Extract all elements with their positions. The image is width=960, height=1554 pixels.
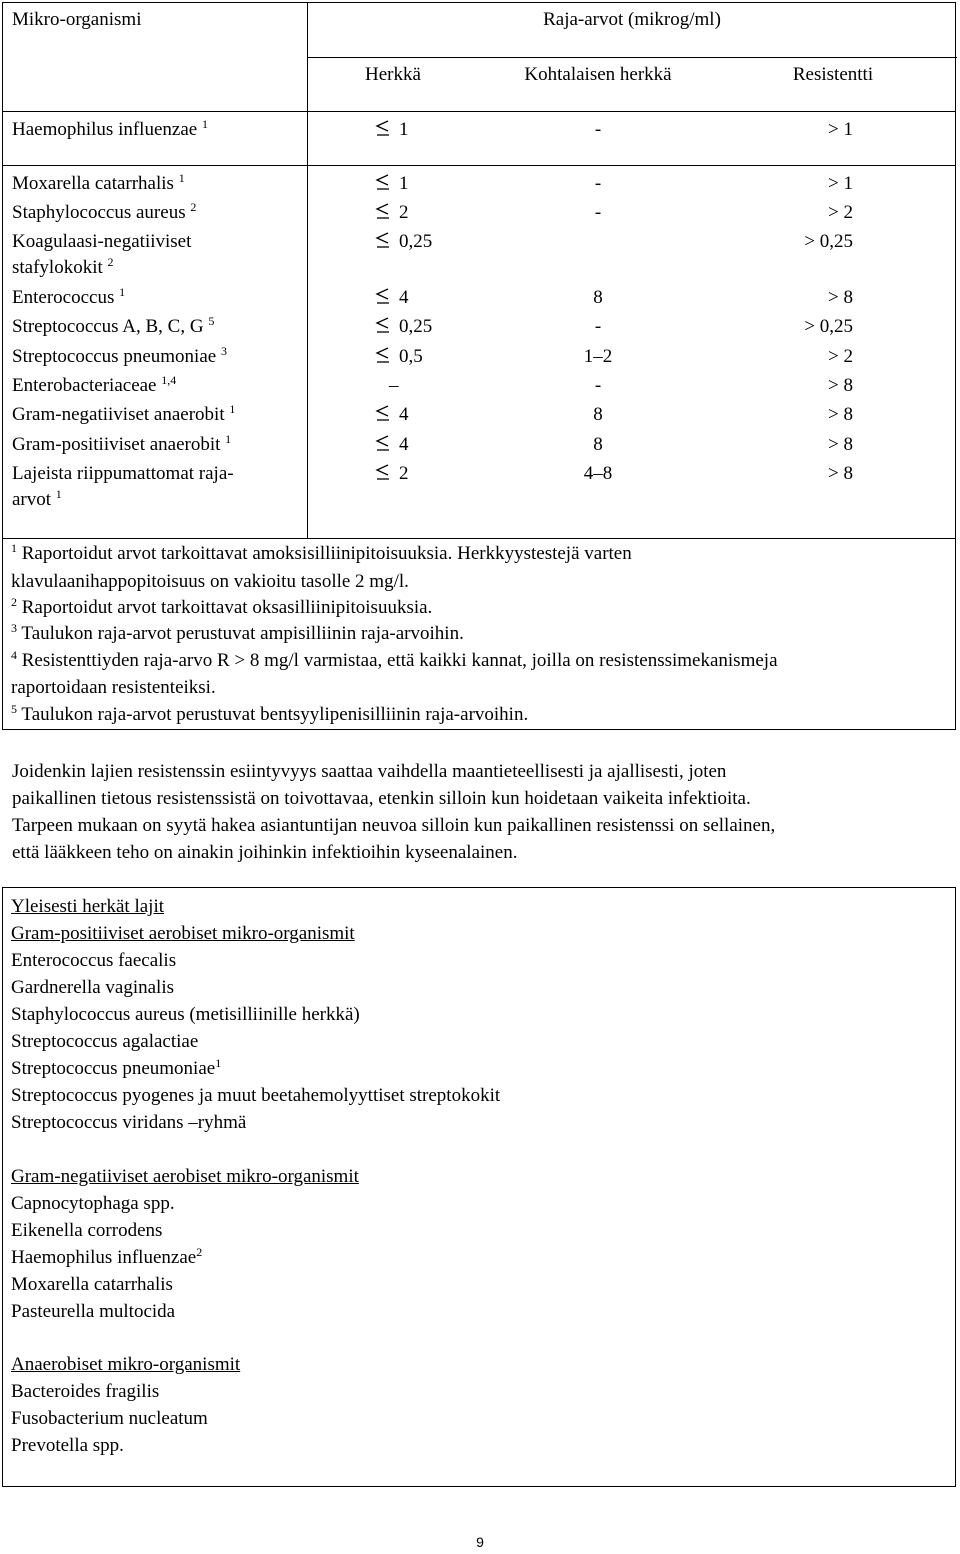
sensitive-number: 4	[399, 434, 409, 455]
organism-name	[12, 316, 214, 338]
organism-name	[12, 375, 176, 397]
footnote-text: klavulaanihappopitoisuus on vakioitu tasolle 2 mg/l.	[11, 571, 409, 592]
page-number: 9	[476, 1534, 484, 1550]
less-or-equal-icon	[375, 317, 391, 333]
species-item	[11, 1085, 500, 1107]
column-divider	[307, 3, 308, 538]
organism-label: Streptococcus pneumoniae	[12, 346, 217, 367]
sensitive-value	[389, 375, 499, 397]
footnote-marker: 2	[196, 1245, 203, 1259]
footnote-marker: 3	[11, 621, 17, 635]
footnote-marker: 2	[190, 200, 197, 214]
footnote-line	[11, 677, 216, 699]
resistant-value: > 8	[828, 287, 853, 308]
sensitive-value	[375, 316, 485, 338]
footnote-marker: 1	[225, 432, 232, 446]
intermediate-value: 8	[593, 434, 603, 455]
footnote-text: Raportoidut arvot tarkoittavat amoksisilliinipitoisuuksia. Herkkyystestejä varten	[21, 543, 632, 564]
species-item	[11, 1004, 360, 1026]
species-name: Eikenella corrodens	[11, 1220, 163, 1241]
species-item	[11, 1408, 208, 1430]
organism-label: Lajeista riippumattomat raja-	[12, 463, 234, 484]
species-name: Capnocytophaga spp.	[11, 1193, 175, 1214]
organism-name	[12, 287, 125, 309]
sensitive-value	[375, 463, 485, 485]
footnote-text: Taulukon raja-arvot perustuvat ampisilliinin raja-arvoihin.	[21, 623, 464, 644]
organism-name	[12, 434, 231, 456]
resistant-value: > 1	[828, 119, 853, 140]
intermediate-value: -	[594, 375, 602, 396]
organism-label: Streptococcus A, B, C, G	[12, 316, 204, 337]
sensitive-value	[375, 119, 485, 141]
footnote-line	[11, 650, 778, 672]
footnote-marker: 1	[11, 541, 17, 555]
organism-label: Gram-positiiviset anaerobit	[12, 434, 221, 455]
intermediate-header: Kohtalaisen herkkä	[524, 64, 672, 85]
sensitive-number: 2	[399, 463, 409, 484]
sensitive-value	[375, 231, 485, 253]
species-item	[11, 1381, 159, 1403]
organism-label: Staphylococcus aureus	[12, 202, 186, 223]
species-name: Moxarella catarrhalis	[11, 1274, 173, 1295]
less-or-equal-icon	[375, 203, 391, 219]
resistant-value: > 2	[828, 346, 853, 367]
organism-label: Haemophilus influenzae	[12, 119, 198, 140]
sensitive-number: 0,25	[399, 231, 433, 252]
intermediate-value: -	[594, 202, 602, 223]
organism-label: Moxarella catarrhalis	[12, 173, 174, 194]
species-name: Bacteroides fragilis	[11, 1381, 160, 1402]
less-or-equal-icon	[375, 464, 391, 480]
organism-label: Enterobacteriaceae	[12, 375, 157, 396]
resistant-value: > 8	[828, 404, 853, 425]
sensitive-number: –	[389, 375, 399, 396]
footnote-marker: 5	[208, 314, 215, 328]
species-name: Enterococcus faecalis	[11, 950, 177, 971]
less-or-equal-icon	[375, 405, 391, 421]
footnote-line	[11, 543, 632, 565]
species-item	[11, 1220, 162, 1242]
sensitive-value	[375, 434, 485, 456]
intermediate-value: 8	[593, 404, 603, 425]
sensitive-value	[375, 202, 485, 224]
sensitive-value	[375, 287, 485, 309]
organism-name	[12, 231, 191, 253]
species-name: Staphylococcus aureus (metisilliinille herkkä)	[11, 1004, 360, 1025]
intermediate-value: -	[594, 173, 602, 194]
footnote-marker: 5	[11, 702, 17, 716]
organism-name-continued	[12, 489, 62, 511]
paragraph-line: paikallinen tietous resistenssistä on toivottavaa, etenkin silloin kun hoidetaan vaikeita infektioita.	[12, 788, 751, 809]
footnote-marker: 1	[119, 285, 126, 299]
resistant-value: > 1	[828, 173, 853, 194]
organism-name	[12, 119, 208, 141]
species-item	[11, 1301, 175, 1323]
species-item	[11, 1435, 124, 1457]
resistant-value: > 2	[828, 202, 853, 223]
footnote-marker: 2	[107, 255, 114, 269]
species-name: Haemophilus influenzae	[11, 1247, 197, 1268]
species-name: Gardnerella vaginalis	[11, 977, 175, 998]
sensitive-number: 2	[399, 202, 409, 223]
footnote-marker: 3	[220, 344, 227, 358]
resistant-value: > 0,25	[804, 316, 853, 337]
species-item	[11, 1274, 173, 1296]
table-bottom-rule	[3, 538, 955, 539]
species-name: Prevotella spp.	[11, 1435, 124, 1456]
sensitive-number: 4	[399, 404, 409, 425]
species-item	[11, 950, 176, 972]
species-name: Streptococcus pyogenes ja muut beetahemolyyttiset streptokokit	[11, 1085, 501, 1106]
footnote-text: raportoidaan resistenteiksi.	[11, 677, 216, 698]
less-or-equal-icon	[375, 120, 391, 136]
sensitive-number: 1	[399, 173, 409, 194]
sensitive-number: 0,25	[399, 316, 433, 337]
breakpoint-group-header: Raja-arvot (mikrog/ml)	[543, 9, 721, 30]
resistance-paragraph	[12, 758, 947, 866]
species-title: Yleisesti herkät lajit	[11, 896, 165, 917]
footnote-line	[11, 571, 409, 593]
resistant-value: > 0,25	[804, 231, 853, 252]
footnote-line	[11, 623, 464, 645]
species-item	[11, 1031, 198, 1053]
species-group-heading: Gram-negatiiviset aerobiset mikro-organismit	[11, 1166, 359, 1187]
intermediate-value: 1–2	[583, 346, 613, 367]
resistant-value: > 8	[828, 434, 853, 455]
paragraph-line: Joidenkin lajien resistenssin esiintyvyys saattaa vaihdella maantieteellisesti ja ajallisesti, joten	[12, 761, 727, 782]
header-divider	[307, 57, 957, 58]
species-name: Fusobacterium nucleatum	[11, 1408, 208, 1429]
less-or-equal-icon	[375, 174, 391, 190]
organism-name	[12, 463, 234, 485]
intermediate-value: -	[594, 316, 602, 337]
sensitive-number: 4	[399, 287, 409, 308]
resistant-header: Resistentti	[792, 64, 874, 85]
sensitive-value	[375, 346, 485, 368]
organism-name	[12, 404, 235, 426]
sensitive-number: 1	[399, 119, 409, 140]
footnote-marker: 1	[178, 171, 185, 185]
species-group-heading: Anaerobiset mikro-organismit	[11, 1354, 241, 1375]
footnote-marker: 1	[229, 402, 236, 416]
less-or-equal-icon	[375, 232, 391, 248]
species-item	[11, 1112, 246, 1134]
organism-label: Gram-negatiiviset anaerobit	[12, 404, 225, 425]
sensitive-value	[375, 404, 485, 426]
less-or-equal-icon	[375, 435, 391, 451]
footnote-text: Taulukon raja-arvot perustuvat bentsyylipenisilliinin raja-arvoihin.	[21, 704, 529, 725]
footnote-marker: 4	[11, 648, 17, 662]
organism-name	[12, 173, 185, 195]
sensitive-header: Herkkä	[365, 64, 421, 85]
species-name: Pasteurella multocida	[11, 1301, 176, 1322]
organism-name	[12, 346, 227, 368]
species-name: Streptococcus agalactiae	[11, 1031, 199, 1052]
intermediate-value: 4–8	[583, 463, 613, 484]
row-rule	[3, 165, 955, 166]
paragraph-line: että lääkkeen teho on ainakin joihinkin infektioihin kyseenalainen.	[12, 842, 518, 863]
species-item	[11, 1247, 202, 1269]
footnote-line	[11, 704, 528, 726]
species-name: Streptococcus viridans –ryhmä	[11, 1112, 247, 1133]
organism-label: arvot	[12, 489, 52, 510]
footnote-marker: 1	[55, 487, 62, 501]
footnote-line	[11, 597, 432, 619]
intermediate-value: -	[594, 119, 602, 140]
organism-label: stafylokokit	[12, 257, 103, 278]
footnote-marker: 2	[11, 595, 17, 609]
species-item	[11, 1058, 221, 1080]
resistant-value: > 8	[828, 375, 853, 396]
species-item	[11, 977, 174, 999]
sensitive-number: 0,5	[399, 346, 423, 367]
less-or-equal-icon	[375, 288, 391, 304]
header-bottom-rule	[3, 111, 955, 112]
resistant-value: > 8	[828, 463, 853, 484]
organism-label: Enterococcus	[12, 287, 115, 308]
intermediate-value: 8	[593, 287, 603, 308]
sensitive-value	[375, 173, 485, 195]
species-group-heading: Gram-positiiviset aerobiset mikro-organismit	[11, 923, 355, 944]
footnote-marker: 1	[215, 1056, 222, 1070]
species-name: Streptococcus pneumoniae	[11, 1058, 216, 1079]
footnote-text: Raportoidut arvot tarkoittavat oksasilliinipitoisuuksia.	[21, 597, 433, 618]
footnote-text: Resistenttiyden raja-arvo R > 8 mg/l varmistaa, että kaikki kannat, joilla on resistenssimekanismeja	[21, 650, 778, 671]
species-item	[11, 1193, 175, 1215]
paragraph-line: Tarpeen mukaan on syytä hakea asiantuntijan neuvoa silloin kun paikallinen resistenssi on sellainen,	[12, 815, 776, 836]
organism-label: Koagulaasi-negatiiviset	[12, 231, 192, 252]
organism-name	[12, 202, 196, 224]
organism-column-header: Mikro-organismi	[12, 9, 142, 30]
organism-name-continued	[12, 257, 114, 279]
breakpoint-table	[2, 2, 956, 730]
less-or-equal-icon	[375, 347, 391, 363]
footnote-marker: 1,4	[161, 373, 177, 387]
footnote-marker: 1	[201, 117, 208, 131]
